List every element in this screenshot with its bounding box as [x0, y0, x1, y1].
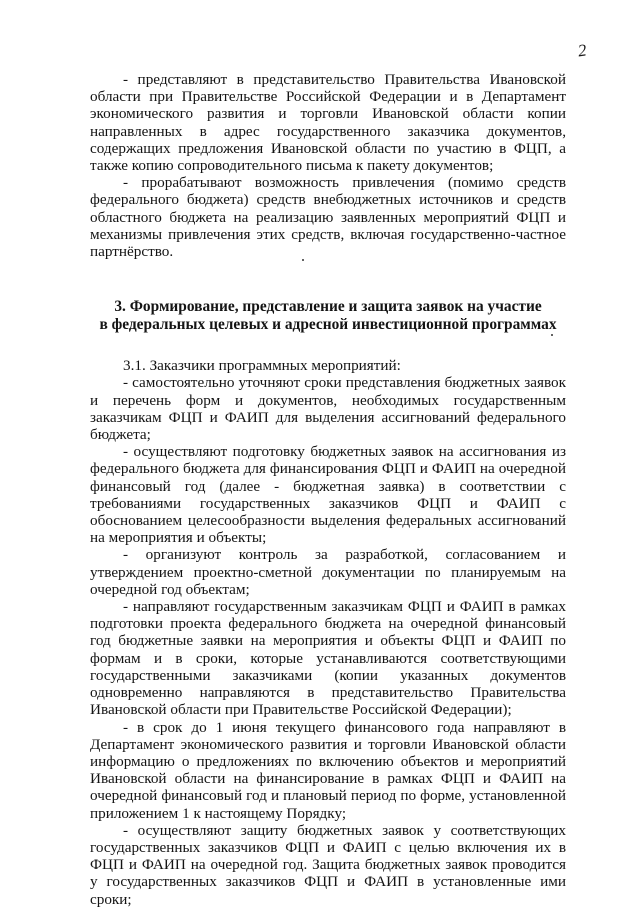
- section-heading-line-1: 3. Формирование, представление и защита заявок на участие: [114, 298, 542, 316]
- list-item: - осуществляют подготовку бюджетных заявок на ассигнования из федерального бюджета для финансирования ФЦП и ФАИП на очередной финансовый год (далее - бюджетная заявка) в соответствии с требованиями государственных заказчиков ФЦП и ФАИП с обоснованием целесообразности выделения федеральных ассигнований на мероприятия и объекты;: [90, 443, 566, 547]
- section-heading-line-2: в федеральных целевых и адресной инвестиционной программах: [99, 315, 557, 333]
- scan-speck: [551, 334, 553, 336]
- list-item: - самостоятельно уточняют сроки представления бюджетных заявок и перечень форм и документов, необходимых государственным заказчикам ФЦП и ФАИП для выделения ассигнований федерального бюджета;: [90, 374, 566, 444]
- subsection-intro: 3.1. Заказчики программных мероприятий:: [123, 357, 401, 375]
- list-item: - организуют контроль за разработкой, согласованием и утверждением проектно-сметной документации по планируемым на очередной год объектам;: [90, 546, 566, 598]
- spacer: [90, 260, 566, 298]
- document-body: [90, 71, 566, 908]
- scan-speck: [302, 259, 304, 261]
- list-item: - осуществляют защиту бюджетных заявок у соответствующих государственных заказчиков ФЦП и ФАИП с целью включения их в ФЦП и ФАИП на очередной год. Защита бюджетных заявок проводится у государственных заказчиков ФЦП и ФАИП в установленные ими сроки;: [90, 821, 566, 908]
- paragraph-submit-copies: - представляют в представительство Правительства Ивановской области при Правительстве Российской Федерации и в Департамент экономического развития и торговли Ивановской области копии направленных в адрес государственного заказчика документов, содержащих предложения Ивановской области по участию в ФЦП, а также копию сопроводительного письма к пакету документов;: [90, 71, 566, 175]
- paragraph-funding-sources: - прорабатывают возможность привлечения (помимо средств федерального бюджета) средств внебюджетных источников и средств областного бюджета на реализацию заявленных мероприятий ФЦП и механизмы привлечения этих средств, включая государственно-частное партнёрство.: [90, 174, 566, 261]
- list-item: - направляют государственным заказчикам ФЦП и ФАИП в рамках подготовки проекта федерального бюджета на очередной финансовый год бюджетные заявки на мероприятия и объекты ФЦП и ФАИП по формам и в сроки, которые устанавливаются соответствующими государственными заказчиками (копии указанных документов одновременно направляются в представительство Правительства Ивановской области при Правительстве Российской Федерации);: [90, 598, 566, 719]
- list-item: - в срок до 1 июня текущего финансового года направляют в Департамент экономического развития и торговли Ивановской области информацию о предложениях по включению объектов и мероприятий Ивановской области на финансирование в рамках ФЦП и ФАИП на очередной финансовый год и плановый период по форме, установленной приложением 1 к настоящему Порядку;: [90, 718, 566, 822]
- page-number: 2: [576, 40, 588, 61]
- spacer: [90, 333, 566, 357]
